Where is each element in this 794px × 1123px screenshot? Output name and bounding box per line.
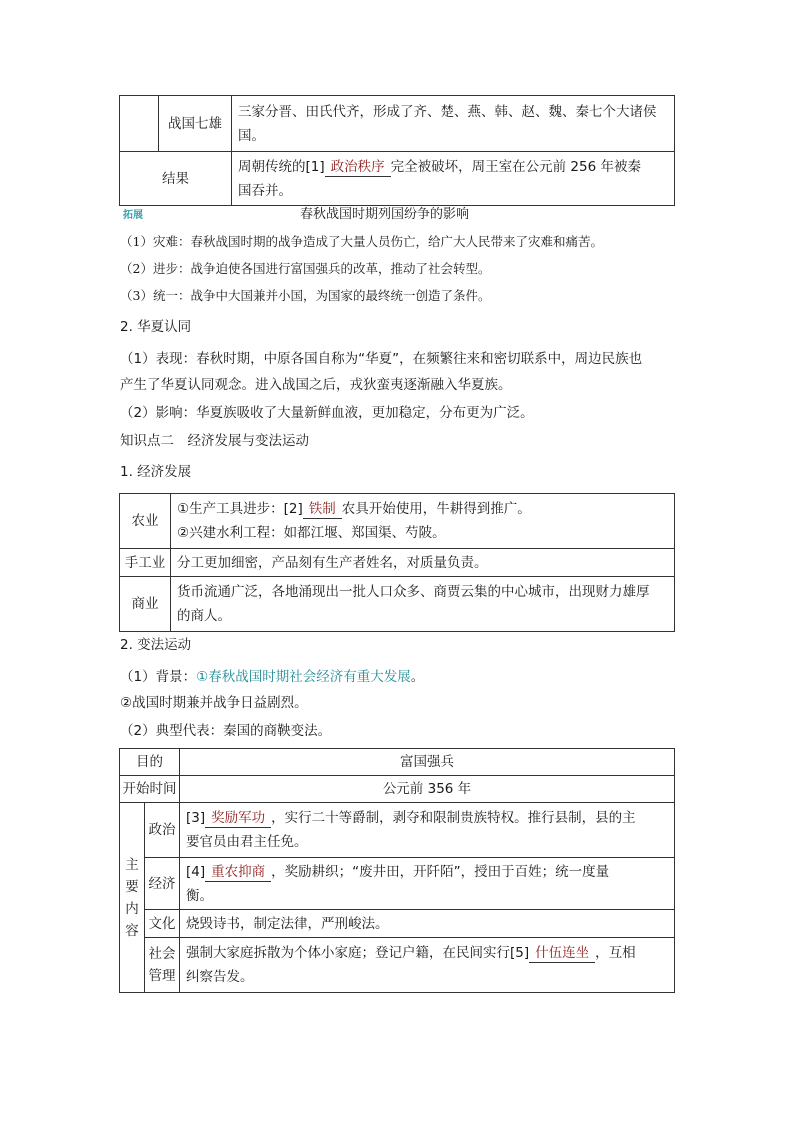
- extension-item-3: （3）统一：战争中大国兼并小国，为国家的最终统一创造了条件。: [120, 288, 491, 303]
- cell-agriculture: ①生产工具进步：[2] 铁制 农具开始使用，牛耕得到推广。 ②兴建水利工程：如都江堰、郑国渠、芍陂。: [171, 494, 675, 549]
- blank-2: 铁制: [303, 500, 342, 519]
- extension-item-2: （2）进步：战争迫使各国进行富国强兵的改革，推动了社会转型。: [120, 261, 491, 276]
- label-main-content: 主 要 内 容: [120, 803, 145, 993]
- label-handicraft: 手工业: [120, 549, 171, 577]
- label-culture: 文化: [145, 910, 180, 938]
- knowledge-point-2-heading: 知识点二 经济发展与变法运动: [120, 433, 309, 449]
- section-heading-economy: 1. 经济发展: [120, 464, 192, 480]
- label-social-management: 社会 管理: [145, 938, 180, 993]
- empty-cell: [120, 96, 159, 152]
- reform-background: （1）背景：①春秋战国时期社会经济有重大发展。: [120, 669, 425, 685]
- huaxia-p2: （2）影响：华夏族吸收了大量新鲜血液，更加稳定，分布更为广泛。: [120, 405, 534, 421]
- extension-title: 春秋战国时期列国纷争的影响: [300, 207, 470, 222]
- huaxia-p1-line2: 产生了华夏认同观念。进入战国之后，戎狄蛮夷逐渐融入华夏族。: [120, 377, 512, 393]
- blank-1: 政治秩序: [325, 158, 391, 177]
- label-qixiong: 战国七雄: [159, 96, 232, 152]
- label-goal: 目的: [120, 749, 180, 776]
- extension-tag: 拓展: [123, 210, 143, 221]
- blank-5: 什伍连坐: [529, 944, 595, 963]
- cell-qixiong: 三家分晋、田氏代齐，形成了齐、楚、燕、韩、赵、魏、秦七个大诸侯 国。: [232, 96, 675, 152]
- blank-3: 奖励军功: [205, 809, 271, 828]
- label-commerce: 商业: [120, 577, 171, 632]
- cell-social-management: 强制大家庭拆散为个体小家庭；登记户籍，在民间实行[5] 什伍连坐 ，互相 纠察告发。: [180, 938, 675, 993]
- warring-states-table: [119, 95, 675, 206]
- section-heading-huaxia: 2. 华夏认同: [120, 319, 192, 335]
- label-economy: 经济: [145, 858, 180, 910]
- label-start-time: 开始时间: [120, 776, 180, 803]
- cell-commerce: 货币流通广泛，各地涌现出一批人口众多、商贾云集的中心城市，出现财力雄厚 的商人。: [171, 577, 675, 632]
- cell-politics: [3] 奖励军功 ，实行二十等爵制，剥夺和限制贵族特权。推行县制，县的主 要官员由君主任免。: [180, 803, 675, 858]
- cell-start-time: 公元前 356 年: [180, 776, 675, 803]
- reform-representative: （2）典型代表：秦国的商鞅变法。: [120, 723, 332, 739]
- cell-culture: 烧毁诗书，制定法律，严刑峻法。: [180, 910, 675, 938]
- cell-result: 周朝传统的[1] 政治秩序 完全被破坏，周王室在公元前 256 年被秦 国吞并。: [232, 152, 675, 206]
- extension-item-1: （1）灾难：春秋战国时期的战争造成了大量人员伤亡，给广大人民带来了灾难和痛苦。: [120, 234, 603, 249]
- huaxia-p1-line1: （1）表现：春秋时期，中原各国自称为“华夏”，在频繁往来和密切联系中，周边民族也: [120, 351, 643, 367]
- cell-handicraft: 分工更加细密，产品刻有生产者姓名，对质量负责。: [171, 549, 675, 577]
- shang-yang-reform-table: [119, 748, 675, 993]
- blank-4: 重农抑商: [205, 863, 271, 882]
- label-agriculture: 农业: [120, 494, 171, 549]
- economy-table: [119, 493, 675, 632]
- label-result: 结果: [120, 152, 232, 206]
- section-heading-reform: 2. 变法运动: [120, 637, 192, 653]
- cell-economy: [4] 重农抑商 ，奖励耕织；“废井田，开阡陌”，授田于百姓；统一度量 衡。: [180, 858, 675, 910]
- cell-goal: 富国强兵: [180, 749, 675, 776]
- label-politics: 政治: [145, 803, 180, 858]
- reform-background-2: ②战国时期兼并战争日益剧烈。: [120, 695, 308, 711]
